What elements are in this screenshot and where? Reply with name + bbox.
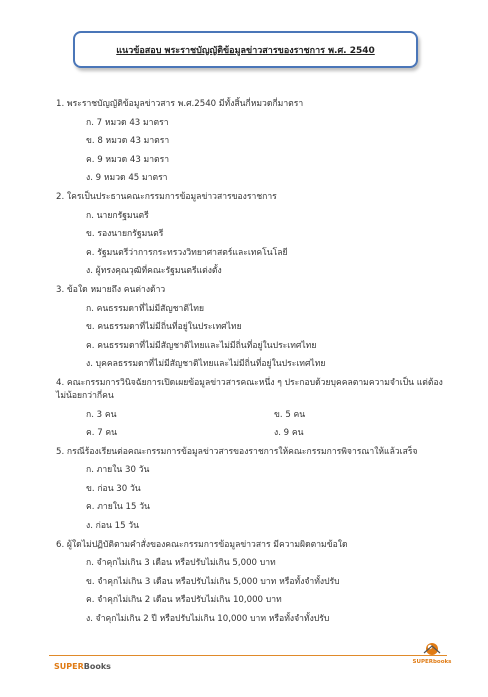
title-box bbox=[73, 31, 418, 68]
option-a: ก. จำคุกไม่เกิน 3 เดือน หรือปรับไม่เกิน 5,000 บาท bbox=[86, 558, 276, 569]
option-a: ก. 7 หมวด 43 มาตรา bbox=[86, 117, 169, 128]
option-a: ก. 3 คน bbox=[86, 409, 117, 420]
question-2 bbox=[56, 191, 446, 278]
option-b: ข. 8 หมวด 43 มาตรา bbox=[86, 136, 170, 147]
question-list bbox=[56, 98, 446, 632]
option-b: ข. 5 คน bbox=[274, 409, 306, 420]
option-b: ข. คนธรรมดาที่ไม่มีถิ่นที่อยู่ในประเทศไทย bbox=[86, 322, 242, 333]
option-b: ข. จำคุกไม่เกิน 3 เดือน หรือปรับไม่เกิน 5,000 บาท หรือทั้งจำทั้งปรับ bbox=[86, 576, 340, 587]
question-text: 6. ผู้ใดไม่ปฏิบัติตามคำสั่งของคณะกรรมการข้อมูลข่าวสาร มีความผิดตามข้อใด bbox=[56, 539, 348, 550]
question-text-line1: 4. คณะกรรมการวินิจฉัยการเปิดเผยข้อมูลข่าวสารคณะหนึ่ง ๆ ประกอบด้วยบุคคลตามความจำเป็น แต่ต้อง bbox=[56, 377, 443, 388]
option-a: ก. คนธรรมดาที่ไม่มีสัญชาติไทย bbox=[86, 303, 204, 314]
option-c: ค. ภายใน 15 วัน bbox=[86, 502, 150, 513]
option-a: ก. ภายใน 30 วัน bbox=[86, 465, 150, 476]
question-text: 3. ข้อใด หมายถึง คนต่างด้าว bbox=[56, 284, 166, 295]
question-5 bbox=[56, 446, 446, 533]
option-d: ง. จำคุกไม่เกิน 2 ปี หรือปรับไม่เกิน 10,000 บาท หรือทั้งจำทั้งปรับ bbox=[86, 614, 330, 625]
question-text: 1. พระราชบัญญัติข้อมูลข่าวสาร พ.ศ.2540 มีทั้งสิ้นกี่หมวดกี่มาตรา bbox=[56, 99, 304, 109]
option-c: ค. 7 คน bbox=[86, 428, 118, 439]
option-b: ข. รองนายกรัฐมนตรี bbox=[86, 229, 164, 240]
option-d: ง. 9 หมวด 45 มาตรา bbox=[86, 173, 168, 184]
svg-text:SUPERbooks: SUPERbooks bbox=[412, 659, 452, 665]
question-4 bbox=[56, 377, 446, 440]
option-c: ค. 9 หมวด 43 มาตรา bbox=[86, 154, 170, 165]
question-1 bbox=[56, 98, 446, 185]
question-text: 5. กรณีร้องเรียนต่อคณะกรรมการข้อมูลข่าวสารของราชการให้คณะกรรมการพิจารณาให้แล้วเสร็จ bbox=[56, 446, 418, 457]
page-title: แนวข้อสอบ พระราชบัญญัติข้อมูลข่าวสารของราชการ พ.ศ. 2540 bbox=[116, 45, 375, 56]
question-text: 2. ใครเป็นประธานคณะกรรมการข้อมูลข่าวสารของราชการ bbox=[56, 191, 277, 202]
question-6 bbox=[56, 539, 446, 626]
option-d: ง. บุคคลธรรมดาที่ไม่มีสัญชาติไทยและไม่มีถิ่นที่อยู่ในประเทศไทย bbox=[86, 359, 326, 370]
question-text-line2: ไม่น้อยกว่ากี่คน bbox=[56, 390, 114, 401]
option-c: ค. คนธรรมดาที่ไม่มีสัญชาติไทยและไม่มีถิ่นที่อยู่ในประเทศไทย bbox=[86, 340, 317, 351]
option-b: ข. ก่อน 30 วัน bbox=[86, 483, 141, 494]
option-d: ง. 9 คน bbox=[274, 428, 304, 439]
option-c: ค. จำคุกไม่เกิน 2 เดือน หรือปรับไม่เกิน 10,000 บาท bbox=[86, 595, 282, 606]
footer-divider bbox=[49, 655, 447, 656]
option-c: ค. รัฐมนตรีว่าการกระทรวงวิทยาศาสตร์และเทคโนโลยี bbox=[86, 247, 288, 258]
footer-brand bbox=[54, 662, 111, 671]
option-d: ง. ก่อน 15 วัน bbox=[86, 521, 139, 532]
brand-super: SUPER bbox=[54, 662, 84, 671]
option-a: ก. นายกรัฐมนตรี bbox=[86, 210, 149, 221]
question-3 bbox=[56, 284, 446, 371]
brand-books: Books bbox=[83, 662, 111, 671]
superbooks-logo-icon bbox=[410, 640, 454, 666]
options-grid bbox=[56, 403, 446, 440]
option-d: ง. ผู้ทรงคุณวุฒิที่คณะรัฐมนตรีแต่งตั้ง bbox=[86, 266, 222, 277]
